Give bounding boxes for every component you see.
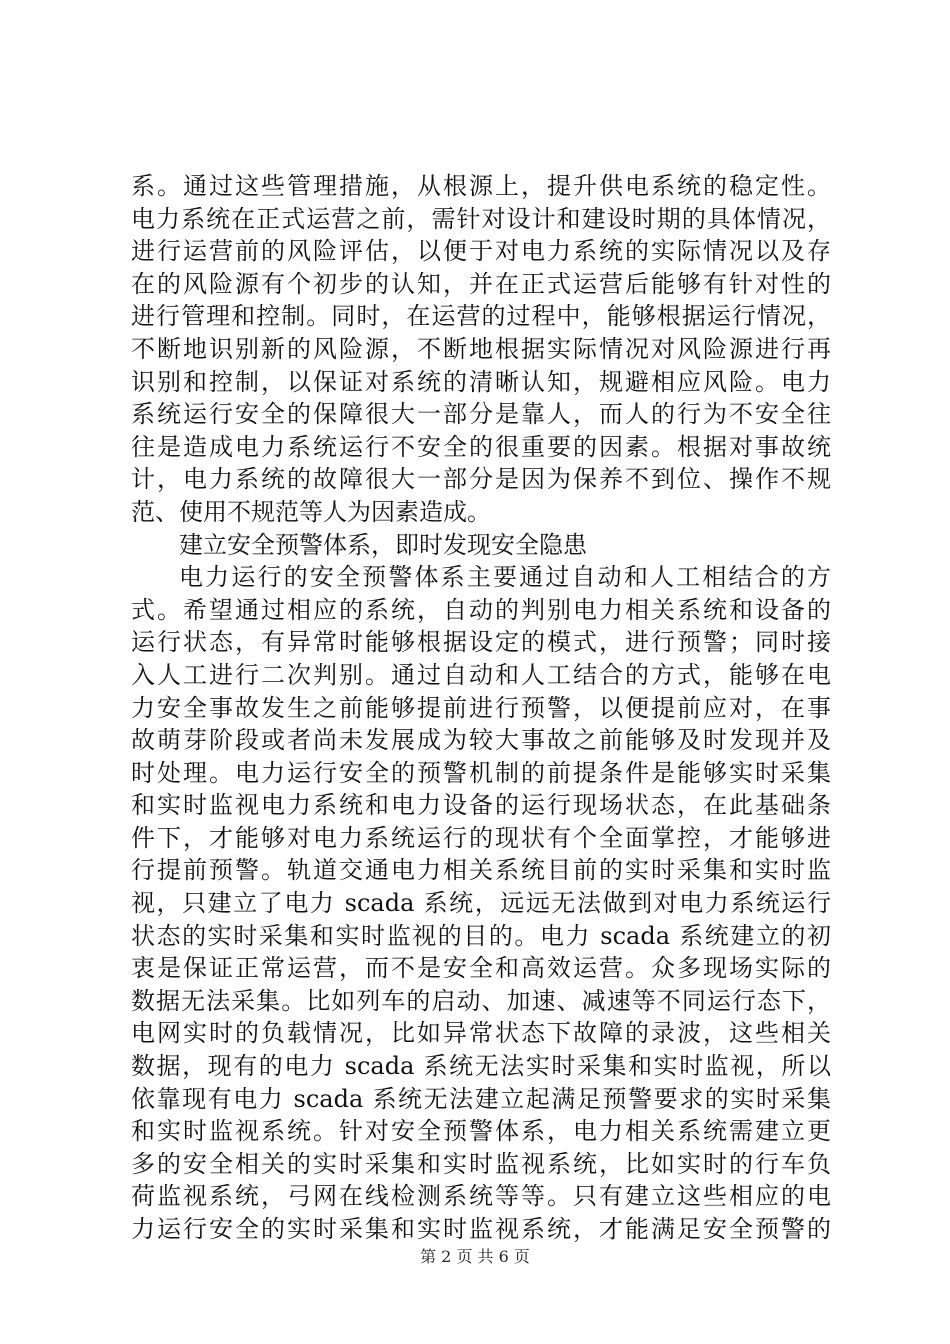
text-line: 荷监视系统，弓网在线检测系统等等。只有建立这些相应的电 [131, 1182, 831, 1211]
text-line: 不断地识别新的风险源，不断地根据实际情况对风险源进行再 [131, 334, 831, 363]
text-line: 进行管理和控制。同时，在运营的过程中，能够根据运行情况， [131, 302, 831, 331]
text-line: 力安全事故发生之前能够提前进行预警，以便提前应对，在事 [131, 693, 831, 722]
text-line: 依靠现有电力 scada 系统无法建立起满足预警要求的实时采集 [131, 1084, 831, 1113]
text-line: 视，只建立了电力 scada 系统，远远无法做到对电力系统运行 [131, 889, 831, 918]
text-line: 计，电力系统的故障很大一部分是因为保养不到位、操作不规 [131, 465, 831, 494]
body-text [131, 170, 831, 1246]
page-number-footer: 第 2 页 共 6 页 [420, 1247, 530, 1266]
text-line: 状态的实时采集和实时监视的目的。电力 scada 系统建立的初 [131, 921, 831, 950]
text-line: 范、使用不规范等人为因素造成。 [131, 497, 491, 526]
text-line: 电力运行的安全预警体系主要通过自动和人工相结合的方 [179, 563, 831, 592]
text-line: 电力系统在正式运营之前，需针对设计和建设时期的具体情况， [131, 204, 831, 233]
text-line: 数据无法采集。比如列车的启动、加速、减速等不同运行态下， [131, 986, 831, 1015]
section-heading: 建立安全预警体系，即时发现安全隐患 [179, 530, 587, 559]
text-line: 力运行安全的实时采集和实时监视系统，才能满足安全预警的 [131, 1215, 831, 1243]
text-line: 和实时监视电力系统和电力设备的运行现场状态，在此基础条 [131, 791, 831, 820]
text-line: 衷是保证正常运营，而不是安全和高效运营。众多现场实际的 [131, 954, 831, 983]
text-line: 电网实时的负载情况，比如异常状态下故障的录波，这些相关 [131, 1019, 831, 1048]
text-line: 入人工进行二次判别。通过自动和人工结合的方式，能够在电 [131, 660, 831, 689]
text-line: 故萌芽阶段或者尚未发展成为较大事故之前能够及时发现并及 [131, 726, 831, 755]
text-line: 系。通过这些管理措施，从根源上，提升供电系统的稳定性。 [131, 172, 831, 200]
text-line: 运行状态，有异常时能够根据设定的模式，进行预警；同时接 [131, 628, 831, 657]
text-line: 多的安全相关的实时采集和实时监视系统，比如实时的行车负 [131, 1149, 831, 1178]
text-line: 系统运行安全的保障很大一部分是靠人，而人的行为不安全往 [131, 400, 831, 429]
text-line: 进行运营前的风险评估，以便于对电力系统的实际情况以及存 [131, 237, 831, 266]
text-line: 往是造成电力系统运行不安全的很重要的因素。根据对事故统 [131, 432, 831, 461]
text-line: 件下，才能够对电力系统运行的现状有个全面掌控，才能够进 [131, 823, 831, 852]
text-line: 和实时监视系统。针对安全预警体系，电力相关系统需建立更 [131, 1117, 831, 1146]
text-line: 在的风险源有个初步的认知，并在正式运营后能够有针对性的 [131, 269, 831, 298]
text-line: 数据，现有的电力 scada 系统无法实时采集和实时监视，所以 [131, 1052, 831, 1081]
text-line: 行提前预警。轨道交通电力相关系统目前的实时采集和实时监 [131, 856, 831, 885]
text-line: 时处理。电力运行安全的预警机制的前提条件是能够实时采集 [131, 758, 831, 787]
text-line: 识别和控制，以保证对系统的清晰认知，规避相应风险。电力 [131, 367, 831, 396]
text-line: 式。希望通过相应的系统，自动的判别电力相关系统和设备的 [131, 595, 831, 624]
